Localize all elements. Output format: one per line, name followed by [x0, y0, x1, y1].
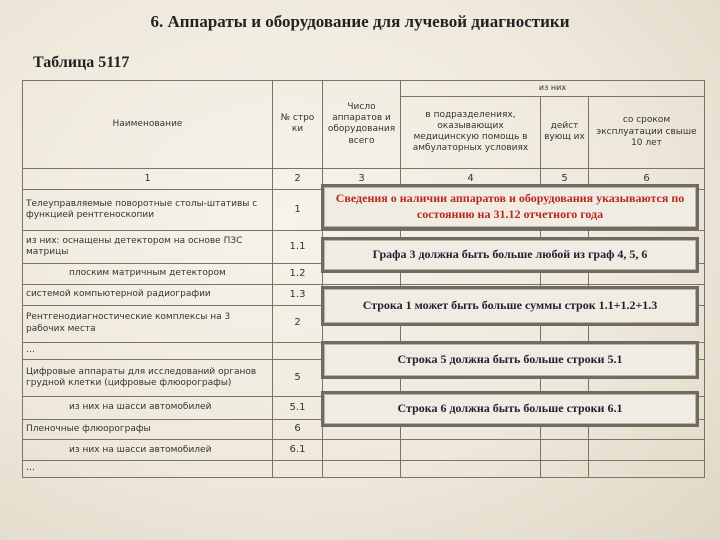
row-number: 1.1 — [273, 231, 323, 264]
row-name: плоским матричным детектором — [23, 264, 273, 285]
header-name: Наименование — [23, 81, 273, 169]
header-col5: дейст вующ их — [541, 96, 589, 168]
row-number: 5.1 — [273, 396, 323, 419]
col-number-2: 2 — [273, 168, 323, 189]
header-col4: в подразделениях, оказывающих медицинскую помощь в амбулаторных условиях — [401, 96, 541, 168]
table-label: Таблица 5117 — [33, 54, 130, 71]
row-number: 6 — [273, 419, 323, 440]
col-number-1: 1 — [23, 168, 273, 189]
row-number — [273, 342, 323, 359]
row-name: Телеуправляемые поворотные столы-штативы с функцией рентгеноскопии — [23, 189, 273, 230]
table-row — [23, 440, 705, 461]
col-number-4: 4 — [401, 168, 541, 189]
row-name: Рентгенодиагностические комплексы на 3 рабочих места — [23, 305, 273, 342]
row-name: … — [23, 342, 273, 359]
table-row — [23, 461, 705, 478]
row-name: системой компьютерной радиографии — [23, 284, 273, 305]
note-row5-rule: Строка 5 должна быть больше строки 5.1 — [324, 344, 696, 376]
header-iz-nih: из них — [401, 81, 705, 97]
note-column-rule: Графа 3 должна быть больше любой из граф 4, 5, 6 — [324, 240, 696, 270]
row-number: 1 — [273, 189, 323, 230]
col-number-6: 6 — [589, 168, 705, 189]
row-name: из них: оснащены детектором на основе ПЗС матрицы — [23, 231, 273, 264]
row-number: 1.3 — [273, 284, 323, 305]
note-row1-rule: Строка 1 может быть больше суммы строк 1.1+1.2+1.3 — [324, 289, 696, 323]
row-name: Пленочные флюорографы — [23, 419, 273, 440]
row-name: Цифровые аппараты для исследований органов грудной клетки (цифровые флюорографы) — [23, 359, 273, 396]
note-row6-rule: Строка 6 должна быть больше строки 6.1 — [324, 394, 696, 424]
header-col6: со сроком эксплуатации свыше 10 лет — [589, 96, 705, 168]
row-number: 2 — [273, 305, 323, 342]
header-row-number: № стро ки — [273, 81, 323, 169]
row-name: из них на шасси автомобилей — [23, 440, 273, 461]
row-number: 1.2 — [273, 264, 323, 285]
row-name: из них на шасси автомобилей — [23, 396, 273, 419]
col-number-5: 5 — [541, 168, 589, 189]
row-number: 5 — [273, 359, 323, 396]
row-number — [273, 461, 323, 478]
note-reporting-date: Сведения о наличии аппаратов и оборудования указываются по состоянию на 31.12 отчетного года — [324, 187, 696, 227]
row-name: … — [23, 461, 273, 478]
col-number-3: 3 — [323, 168, 401, 189]
row-number: 6.1 — [273, 440, 323, 461]
page-title: 6. Аппараты и оборудование для лучевой диагностики — [150, 12, 570, 31]
header-total: Число аппаратов и оборудования всего — [323, 81, 401, 169]
